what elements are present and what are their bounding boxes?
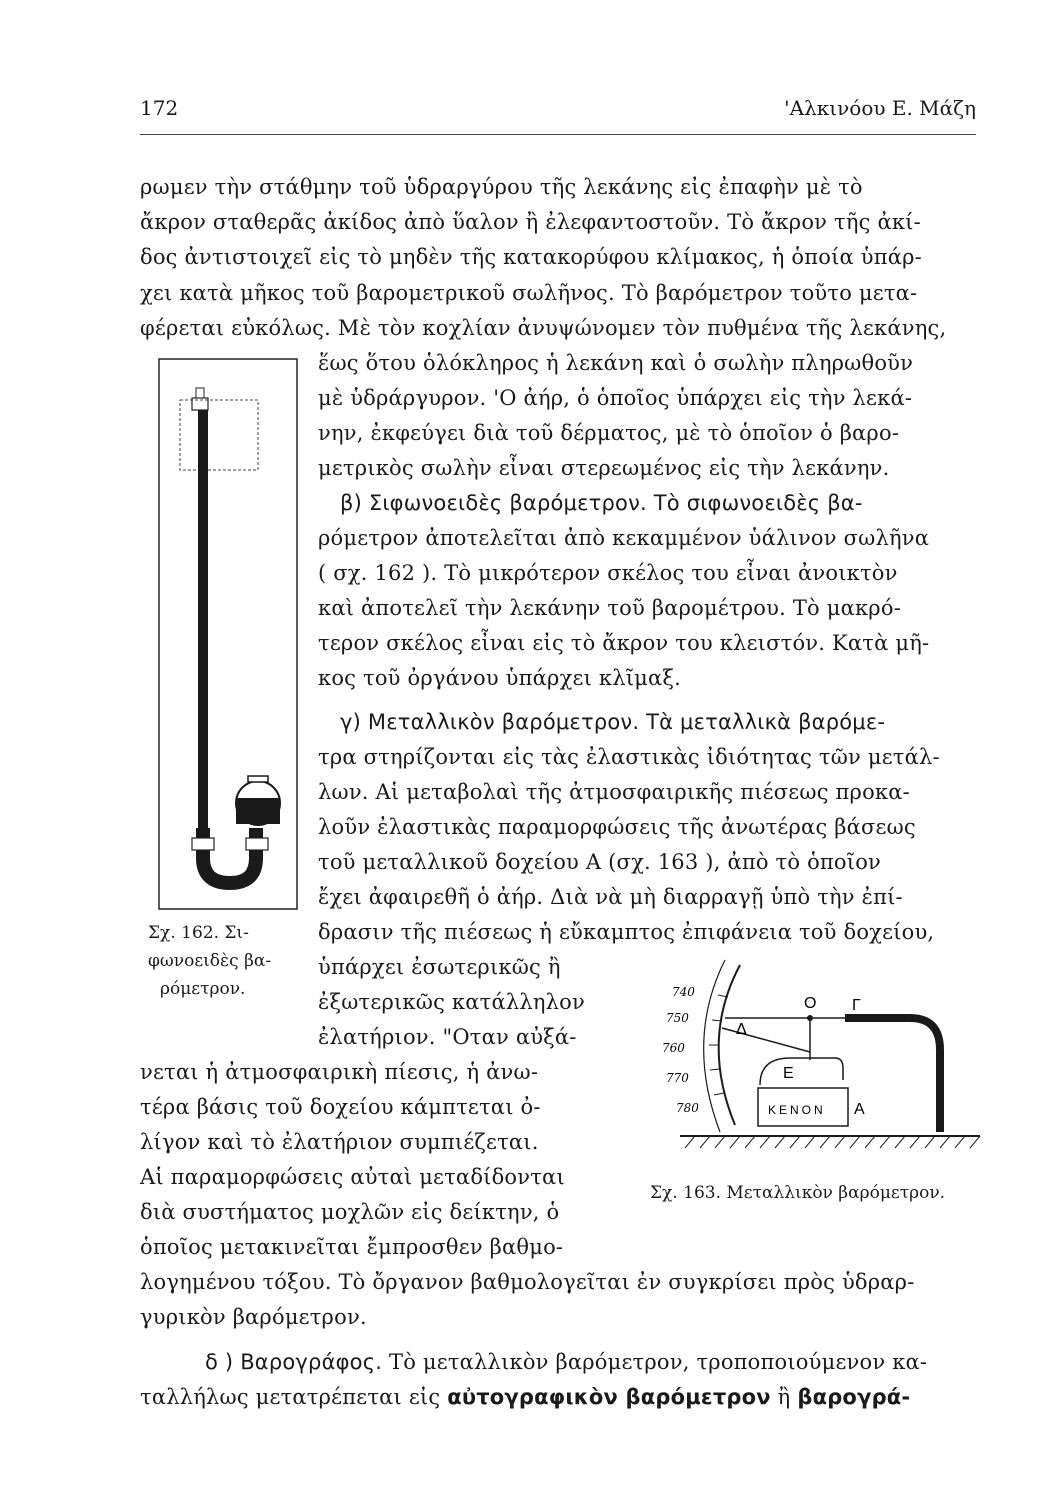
- letter-delta: Δ: [736, 1021, 747, 1038]
- pivot-point: [807, 1015, 813, 1021]
- letter-a: Α: [854, 1101, 865, 1118]
- text-line: τρα στηρίζονται εἰς τὰς ἐλαστικὰς ἰδιότητας τῶν μετάλ-: [318, 745, 940, 769]
- text-line: ( σχ. 162 ). Τὸ μικρότερον σκέλος του εἶναι ἀνοικτὸν: [318, 561, 898, 585]
- text-line: νεται ἡ ἀτμοσφαιρικὴ πίεσις, ἡ ἀνω-: [140, 1060, 539, 1084]
- text-line: Αἱ παραμορφώσεις αὐταὶ μεταδίδονται: [140, 1165, 565, 1189]
- text-line: μετρικὸς σωλὴν εἶναι στερεωμένος εἰς τὴν λεκάνην.: [318, 456, 890, 480]
- text-line: δος ἀντιστοιχεῖ εἰς τὸ μηδὲν τῆς κατακορύφου κλίμακος, ἡ ὁποία ὑπάρ-: [140, 245, 922, 269]
- text-line: τέρα βάσις τοῦ δοχείου κάμπτεται ὀ-: [140, 1095, 541, 1119]
- section-beta-line: β) Σιφωνοειδὲς βαρόμετρον. Τὸ σιφωνοειδὲς βα-: [340, 491, 863, 515]
- text-line: ἐλατήριον. "Οταν αὐξά-: [318, 1025, 577, 1049]
- text-line: χει κατὰ μῆκος τοῦ βαρομετρικοῦ σωλῆνος. Τὸ βαρόμετρον τοῦτο μετα-: [140, 281, 918, 305]
- mercury-in-bulb: [236, 798, 280, 824]
- text-line: κος τοῦ ὀργάνου ὑπάρχει κλῖμαξ.: [318, 666, 682, 690]
- text-line: ρωμεν τὴν στάθμην τοῦ ὑδραργύρου τῆς λεκάνης εἰς ἐπαφὴν μὲ τὸ: [140, 175, 863, 199]
- figure-162-caption-1: Σχ. 162. Σι-: [148, 923, 249, 943]
- text-line: ἔχει ἀφαιρεθῆ ὁ ἀήρ. Διὰ νὰ μὴ διαρραγῇ ὑπὸ τὴν ἐπί-: [318, 885, 903, 909]
- scale-label-770: 770: [666, 1071, 689, 1085]
- left-clamp: [192, 838, 214, 850]
- figure-163-caption: Σχ. 163. Μεταλλικὸν βαρόμετρον.: [650, 1183, 946, 1203]
- scale-label-740: 740: [672, 985, 695, 999]
- section-delta-line-2: [140, 1385, 910, 1409]
- text-line: τοῦ μεταλλικοῦ δοχείου Α (σχ. 163 ), ἀπὸ τὸ ὁποῖον: [318, 850, 882, 874]
- text-line: ὁποῖος μετακινεῖται ἔμπροσθεν βαθμο-: [140, 1235, 564, 1259]
- text-line: μὲ ὑδράργυρον. 'Ο ἀήρ, ὁ ὁποῖος ὑπάρχει εἰς τὴν λεκά-: [318, 386, 913, 410]
- text-line: νην, ἐκφεύγει διὰ τοῦ δέρματος, μὲ τὸ ὁποῖον ὁ βαρο-: [318, 421, 900, 445]
- text-line: ρόμετρον ἀποτελεῖται ἀπὸ κεκαμμένον ὑάλινον σωλῆνα: [318, 526, 930, 550]
- u-bend: [203, 828, 256, 883]
- text-line: τερον σκέλος εἶναι εἰς τὸ ἄκρον του κλειστόν. Κατὰ μῆ-: [318, 631, 930, 655]
- long-tube: [198, 410, 208, 840]
- text-line: γυρικὸν βαρόμετρον.: [140, 1305, 367, 1329]
- section-delta-heading: δ ) Βαρογράφος.: [205, 1350, 383, 1374]
- spring: [760, 1058, 843, 1085]
- figure-frame: [159, 359, 297, 909]
- bold-term: βαρογρά-: [797, 1385, 911, 1409]
- text-line: ἐξωτερικῶς κατάλληλον: [318, 990, 585, 1014]
- page-number: 172: [140, 96, 179, 120]
- scale-arc-inner: [719, 965, 740, 1125]
- figure-162-caption-2: φωνοειδὲς βα-: [148, 951, 272, 971]
- figure-162-siphon-barometer: [158, 358, 300, 913]
- scale-label-780: 780: [676, 1101, 699, 1115]
- text-line: λίγον καὶ τὸ ἐλατήριον συμπιέζεται.: [140, 1130, 539, 1154]
- running-header-author: 'Αλκινόου Ε. Μάζη: [784, 96, 976, 120]
- text-line: διὰ συστήματος μοχλῶν εἰς δείκτην, ὁ: [140, 1200, 560, 1224]
- scale-arc-outer: [704, 960, 725, 1132]
- text-line: ἄκρον σταθερᾶς ἀκίδος ἀπὸ ὕαλον ἢ ἐλεφαντοστοῦν. Τὸ ἄκρον τῆς ἀκί-: [140, 210, 921, 234]
- letter-gamma: Γ: [852, 997, 861, 1014]
- text-line: λογημένου τόξου. Τὸ ὄργανον βαθμολογεῖται ἐν συγκρίσει πρὸς ὑδραρ-: [140, 1270, 915, 1294]
- bulb-neck: [248, 776, 268, 782]
- text-span: ταλλήλως μετατρέπεται εἰς: [140, 1385, 448, 1409]
- text-line: ἕως ὅτου ὁλόκληρος ἡ λεκάνη καὶ ὁ σωλὴν πληρωθοῦν: [318, 351, 914, 375]
- section-delta-line: [205, 1350, 927, 1374]
- figure-163-metallic-barometer: [640, 950, 985, 1165]
- tube-top: [196, 388, 204, 398]
- section-gamma-line: γ) Μεταλλικὸν βαρόμετρον. Τὰ μεταλλικὰ βαρόμε-: [340, 710, 886, 734]
- letter-e: Ε: [783, 1065, 794, 1082]
- scale-label-760: 760: [662, 1041, 685, 1055]
- text-line: ὑπάρχει ἐσωτερικῶς ἢ: [318, 955, 561, 979]
- text-line: λοῦν ἐλαστικὰς παραμορφώσεις τῆς ἀνωτέρας βάσεως: [318, 815, 916, 839]
- letter-o: Ο: [804, 995, 817, 1012]
- scale-ticks: [709, 995, 728, 1095]
- vacuum-label: ΚΕΝΟΝ: [768, 1103, 826, 1117]
- text-span: ἢ: [770, 1385, 798, 1409]
- bold-term: αὐτογραφικὸν βαρόμετρον: [447, 1385, 771, 1409]
- text-line: δρασιν τῆς πιέσεως ἡ εὔκαμπτος ἐπιφάνεια τοῦ δοχείου,: [318, 920, 935, 944]
- section-delta-text: Τὸ μεταλλικὸν βαρόμετρον, τροποποιούμενον κα-: [382, 1350, 928, 1374]
- figure-162-caption-3: ρόμετρον.: [160, 979, 246, 999]
- text-line: καὶ ἀποτελεῖ τὴν λεκάνην τοῦ βαρομέτρου. Τὸ μακρό-: [318, 596, 901, 620]
- base-hatching: [685, 1136, 980, 1148]
- text-line: λων. Αἱ μεταβολαὶ τῆς ἀτμοσφαιρικῆς πιέσεως προκα-: [318, 780, 910, 804]
- right-clamp: [246, 838, 268, 850]
- scale-label-750: 750: [666, 1011, 689, 1025]
- header-rule: [140, 134, 976, 135]
- text-line: φέρεται εὐκόλως. Μὲ τὸν κοχλίαν ἀνυψώνομεν τὸν πυθμένα τῆς λεκάνης,: [140, 316, 947, 340]
